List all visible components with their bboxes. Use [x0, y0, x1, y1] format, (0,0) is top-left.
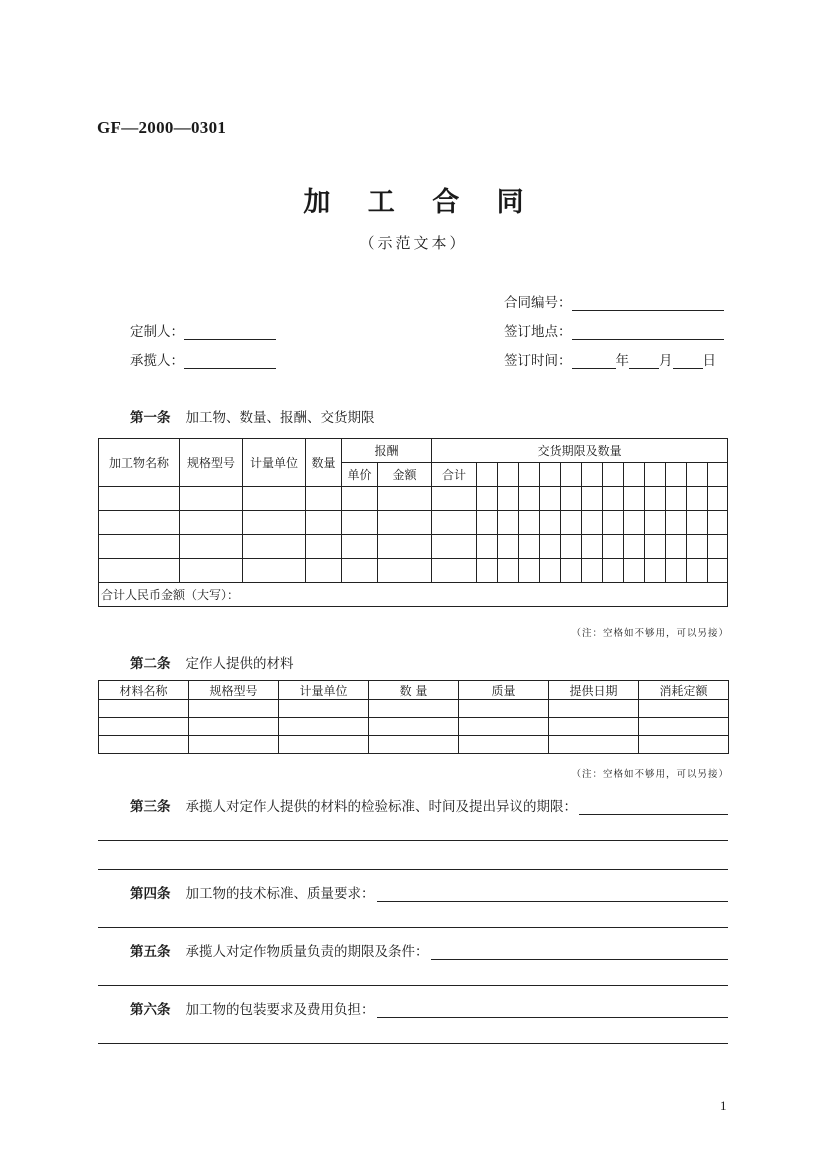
table-row[interactable] — [99, 700, 729, 718]
article-1-number: 第一条 — [130, 410, 171, 426]
materials-header-quality: 质量 — [459, 681, 549, 700]
article-3-text: 承揽人对定作人提供的材料的检验标准、时间及提出异议的期限： — [185, 799, 577, 815]
table-row[interactable] — [99, 535, 728, 559]
processing-table — [98, 438, 728, 607]
customer-field — [130, 320, 276, 340]
article-5-blank[interactable] — [431, 945, 729, 960]
article-3-line[interactable] — [98, 869, 728, 870]
materials-header-consumption: 消耗定额 — [639, 681, 729, 700]
article-5-line[interactable] — [98, 985, 728, 986]
table-row[interactable] — [99, 718, 729, 736]
document-code: GF—2000—0301 — [97, 118, 227, 137]
sign-place-blank[interactable] — [572, 325, 724, 340]
article-3 — [130, 795, 728, 815]
sign-place-field — [504, 320, 724, 340]
col-header-name: 加工物名称 — [99, 439, 180, 487]
document-title: 加 工 合 同 — [303, 187, 538, 218]
col-header-unit-price: 单价 — [342, 463, 378, 487]
table-row[interactable] — [99, 511, 728, 535]
article-5 — [130, 940, 728, 960]
article-2-number: 第二条 — [130, 656, 171, 672]
total-amount-row[interactable]: 合计人民币金额（大写）： — [99, 583, 728, 607]
article-2-text: 定作人提供的材料 — [185, 656, 294, 672]
col-header-spec: 规格型号 — [180, 439, 243, 487]
article-2-note: （注：空格如不够用，可以另接） — [571, 769, 729, 780]
article-4 — [130, 882, 728, 902]
customer-label: 定制人： — [130, 324, 184, 340]
article-1-text: 加工物、数量、报酬、交货期限 — [185, 410, 375, 426]
month-label: 月 — [659, 353, 673, 369]
article-4-blank[interactable] — [377, 887, 729, 902]
page-number: 1 — [720, 1098, 727, 1113]
contract-number-label: 合同编号： — [504, 295, 572, 311]
article-6-blank[interactable] — [377, 1003, 729, 1018]
contractor-label: 承揽人： — [130, 353, 184, 369]
col-header-payment: 报酬 — [342, 439, 432, 463]
contract-number-field — [504, 291, 724, 311]
article-6 — [130, 998, 728, 1018]
day-label: 日 — [702, 353, 716, 369]
contractor-field — [130, 349, 276, 369]
col-header-amount: 金额 — [378, 463, 432, 487]
materials-header-spec: 规格型号 — [189, 681, 279, 700]
article-6-text: 加工物的包装要求及费用负担： — [185, 1002, 375, 1018]
table-row[interactable] — [99, 736, 729, 754]
article-1-note: （注：空格如不够用，可以另接） — [571, 628, 729, 639]
col-header-quantity: 数量 — [306, 439, 342, 487]
article-6-number: 第六条 — [130, 1002, 171, 1018]
col-header-total: 合计 — [432, 463, 477, 487]
year-label: 年 — [615, 353, 629, 369]
materials-header-name: 材料名称 — [99, 681, 189, 700]
article-6-line[interactable] — [98, 1043, 728, 1044]
table-row[interactable] — [99, 559, 728, 583]
article-3-number: 第三条 — [130, 799, 171, 815]
materials-table — [98, 680, 729, 754]
col-header-delivery: 交货期限及数量 — [432, 439, 728, 463]
contractor-blank[interactable] — [184, 354, 276, 369]
materials-header-supply-date: 提供日期 — [549, 681, 639, 700]
month-blank[interactable] — [629, 354, 659, 369]
materials-header-unit: 计量单位 — [279, 681, 369, 700]
sign-time-field — [504, 349, 716, 369]
year-blank[interactable] — [572, 354, 616, 369]
col-header-unit: 计量单位 — [243, 439, 306, 487]
article-4-number: 第四条 — [130, 886, 171, 902]
table-row[interactable] — [99, 487, 728, 511]
materials-header-quantity: 数 量 — [369, 681, 459, 700]
article-4-text: 加工物的技术标准、质量要求： — [185, 886, 375, 902]
article-1 — [130, 406, 375, 426]
article-4-line[interactable] — [98, 927, 728, 928]
day-blank[interactable] — [673, 354, 703, 369]
sign-place-label: 签订地点： — [504, 324, 572, 340]
article-3-blank[interactable] — [579, 800, 728, 815]
sign-time-label: 签订时间： — [504, 353, 572, 369]
article-3-line[interactable] — [98, 840, 728, 841]
document-subtitle: （示范文本） — [359, 234, 468, 252]
article-5-number: 第五条 — [130, 944, 171, 960]
customer-blank[interactable] — [184, 325, 276, 340]
article-5-text: 承揽人对定作物质量负责的期限及条件： — [185, 944, 429, 960]
article-2 — [130, 652, 294, 672]
contract-number-blank[interactable] — [572, 296, 724, 311]
